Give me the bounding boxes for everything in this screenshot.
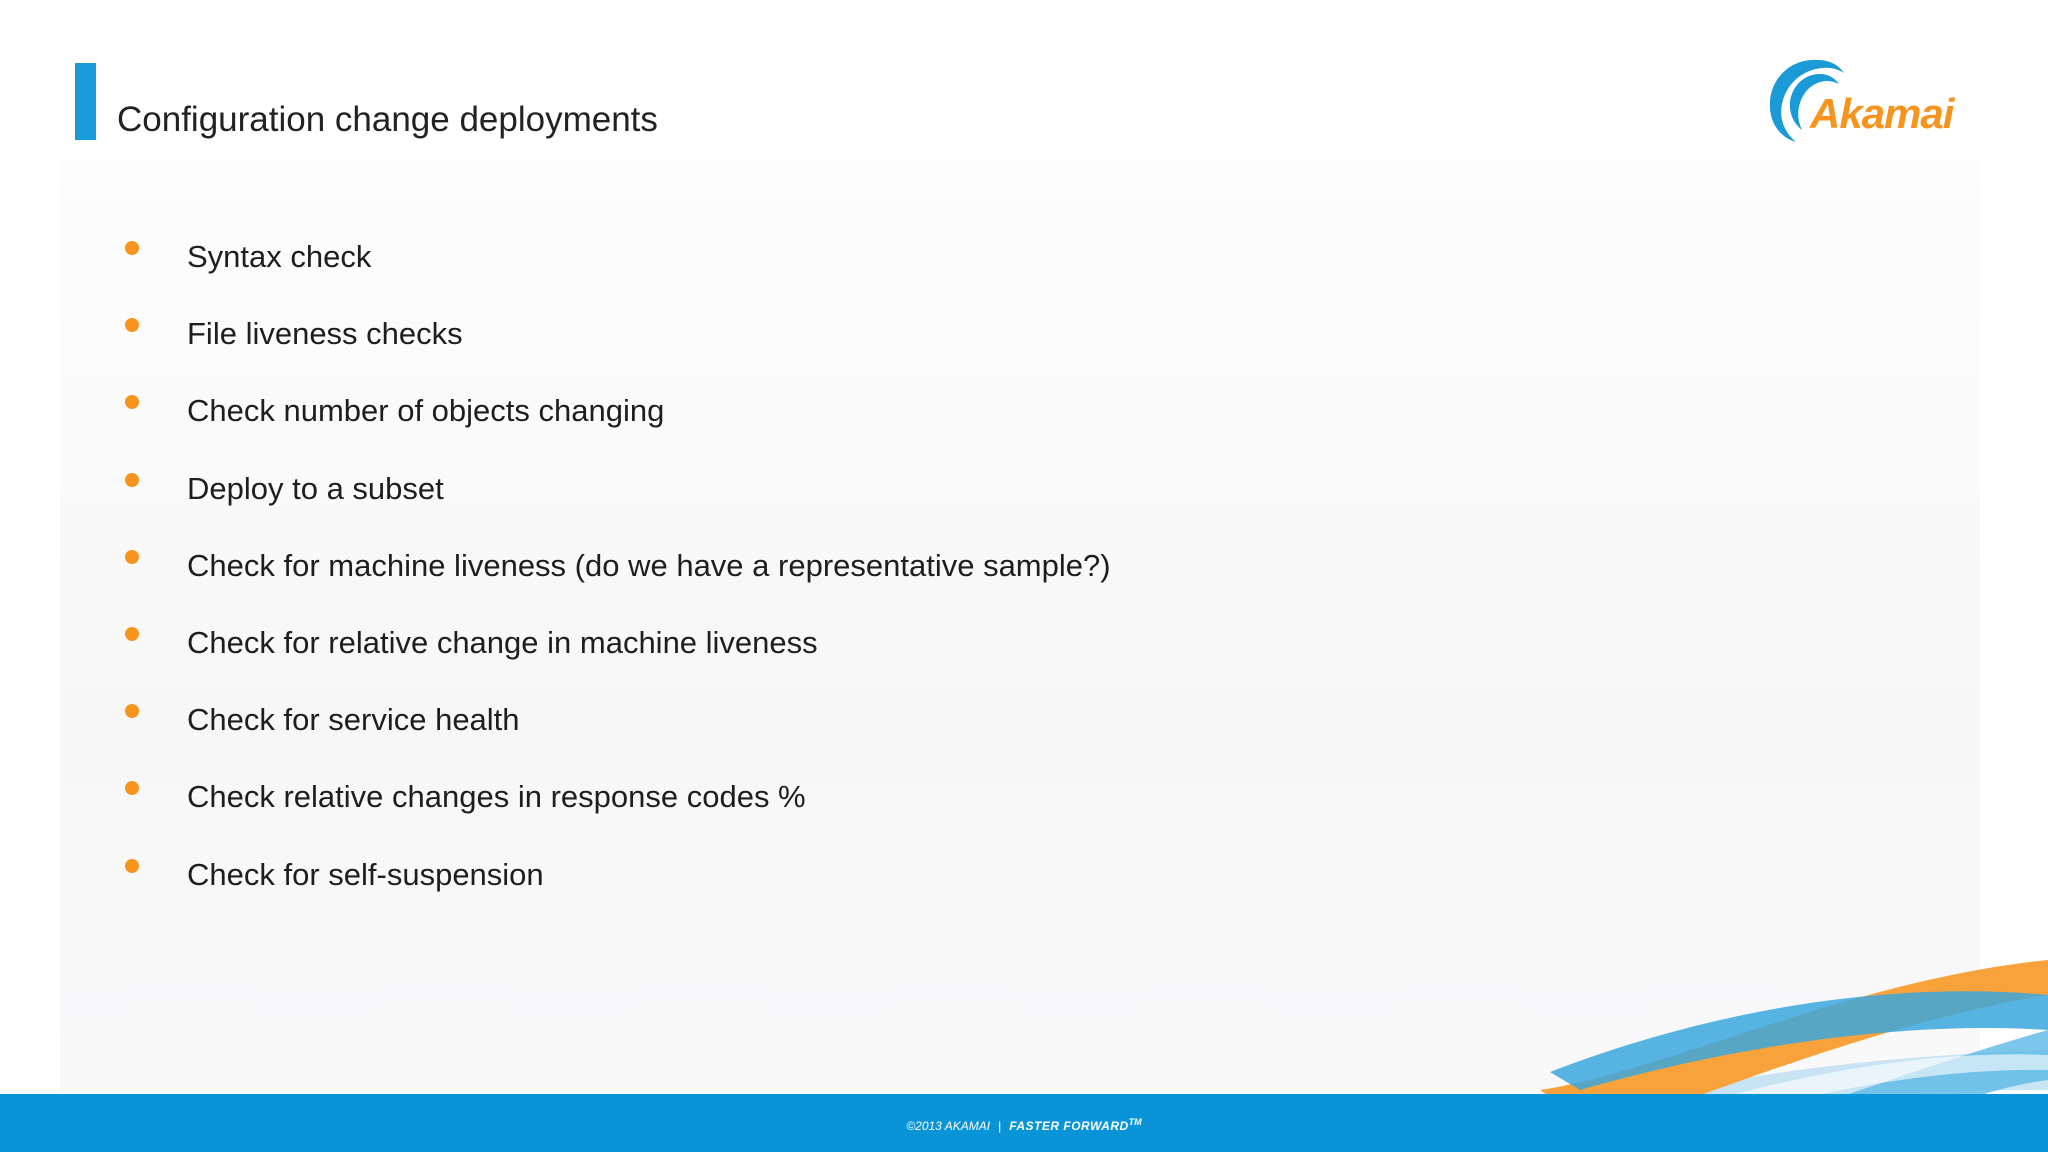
bullet-text: Check for service health xyxy=(187,702,520,738)
footer-tagline: FASTER FORWARD xyxy=(1009,1119,1129,1133)
bullet-text: Check for relative change in machine liveness xyxy=(187,624,818,660)
footer-trademark: TM xyxy=(1128,1117,1142,1127)
slide-title: Configuration change deployments xyxy=(117,100,658,139)
bullet-dot-icon xyxy=(125,859,139,873)
bullet-dot-icon xyxy=(125,550,139,564)
footer-text xyxy=(0,1117,2048,1133)
bullet-text: Syntax check xyxy=(187,239,372,274)
bullet-text: Deploy to a subset xyxy=(187,470,444,506)
bullet-dot-icon xyxy=(125,627,139,641)
bullet-text: File liveness checks xyxy=(187,316,463,352)
footer-separator: | xyxy=(998,1119,1002,1133)
akamai-logo xyxy=(1760,52,1980,147)
bullet-dot-icon xyxy=(125,473,139,487)
bullet-text: Check for machine liveness (do we have a representative sample?) xyxy=(187,547,1111,583)
title-accent-bar xyxy=(75,63,96,140)
bullet-dot-icon xyxy=(125,241,139,255)
logo-wordmark: Akamai xyxy=(1810,90,1954,137)
bullet-text: Check number of objects changing xyxy=(187,393,665,429)
bullet-text: Check relative changes in response codes % xyxy=(187,779,806,815)
footer-copyright: ©2013 AKAMAI xyxy=(906,1119,991,1133)
bullet-text: Check for self-suspension xyxy=(187,856,544,892)
